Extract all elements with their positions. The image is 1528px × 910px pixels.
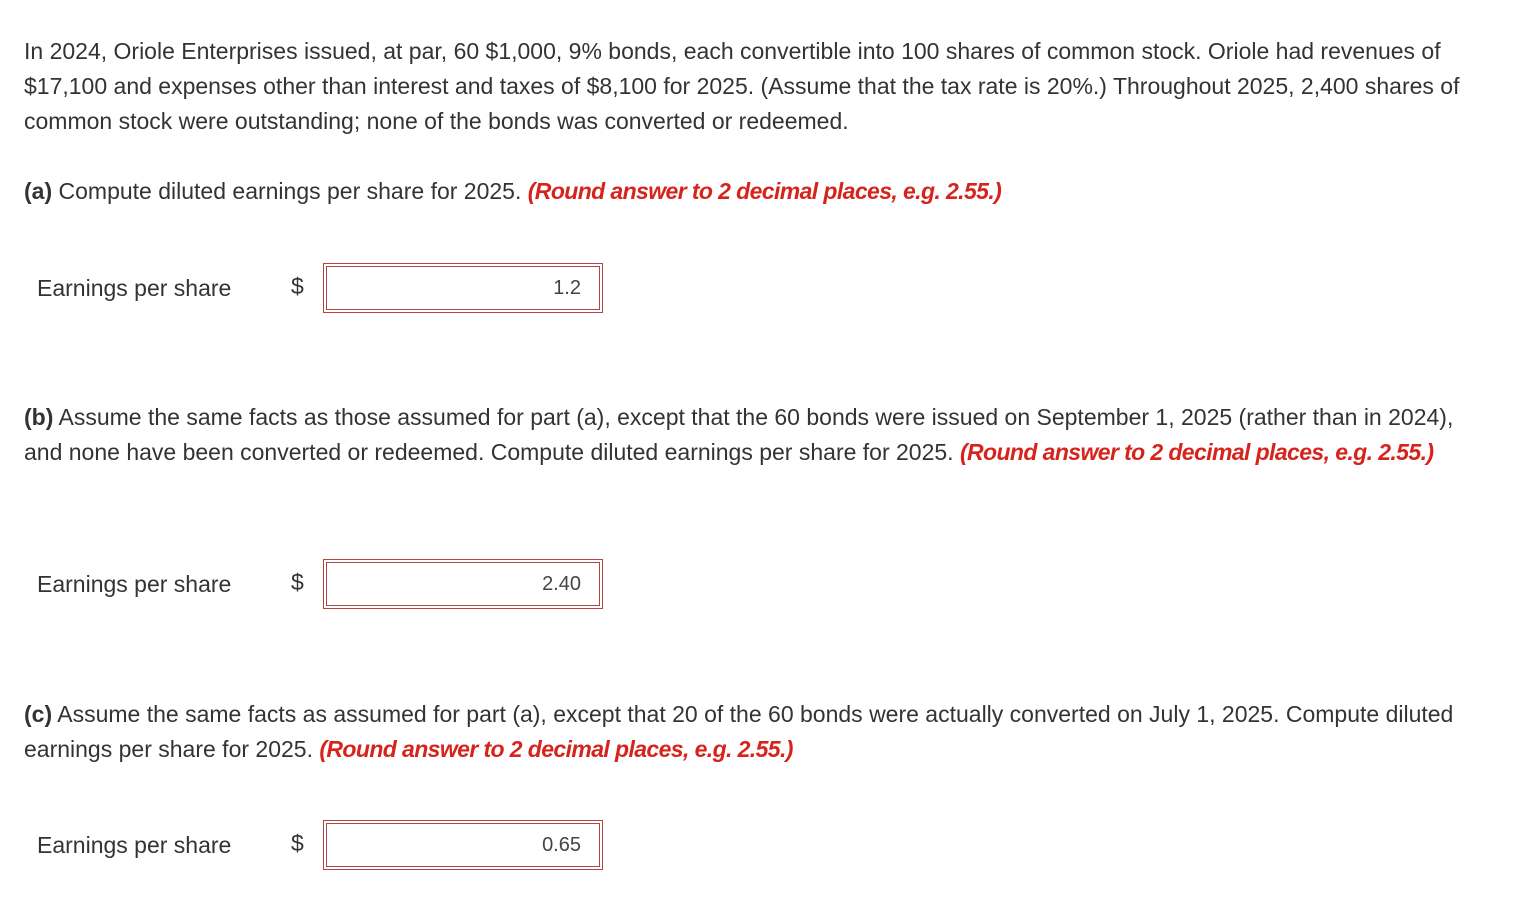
part-b-question xyxy=(24,400,1494,470)
part-b-instruction: (Round answer to 2 decimal places, e.g. 2.55.) xyxy=(959,439,1434,465)
problem-intro: In 2024, Oriole Enterprises issued, at par, 60 $1,000, 9% bonds, each convertible into 100 shares of common stock. Oriole had revenues of $17,100 and expenses other than interest and taxes of $8,100 for 2025. (Assume that the tax rate is 20%.) Throughout 2025, 2,400 shares of common stock were outstanding; none of the bonds was converted or redeemed. xyxy=(24,38,1460,134)
part-a-currency-symbol: $ xyxy=(291,273,304,299)
part-a-instruction: (Round answer to 2 decimal places, e.g. 2.55.) xyxy=(527,178,1002,204)
part-a-question xyxy=(24,174,1494,209)
part-b-field-label: Earnings per share xyxy=(37,571,232,597)
part-a-text: Compute diluted earnings per share for 2025. xyxy=(52,178,528,204)
part-c-instruction: (Round answer to 2 decimal places, e.g. 2.55.) xyxy=(319,736,793,762)
part-c-field-label: Earnings per share xyxy=(37,832,232,858)
part-c-label: (c) xyxy=(24,701,53,727)
part-b-currency-symbol: $ xyxy=(291,569,304,595)
part-a-label: (a) xyxy=(24,178,53,204)
part-a-answer-row xyxy=(37,263,637,313)
part-c-eps-input[interactable] xyxy=(323,820,603,870)
part-a-eps-input[interactable] xyxy=(323,263,603,313)
part-b-eps-input[interactable] xyxy=(323,559,603,609)
part-c-question xyxy=(24,697,1494,767)
part-b-answer-row xyxy=(37,559,637,609)
part-a-field-label: Earnings per share xyxy=(37,275,232,301)
part-c-currency-symbol: $ xyxy=(291,830,304,856)
part-c-answer-row xyxy=(37,820,637,870)
part-b-text: Assume the same facts as those assumed for part (a), except that the 60 bonds were issued on September 1, 2025 (rather than in 2024), and none have been converted or redeemed. Compute diluted earnings per share for 2025. xyxy=(24,404,1454,465)
part-b-label: (b) xyxy=(24,404,54,430)
part-c-text: Assume the same facts as assumed for part (a), except that 20 of the 60 bonds were actually converted on July 1, 2025. Compute diluted earnings per share for 2025. xyxy=(24,701,1454,762)
